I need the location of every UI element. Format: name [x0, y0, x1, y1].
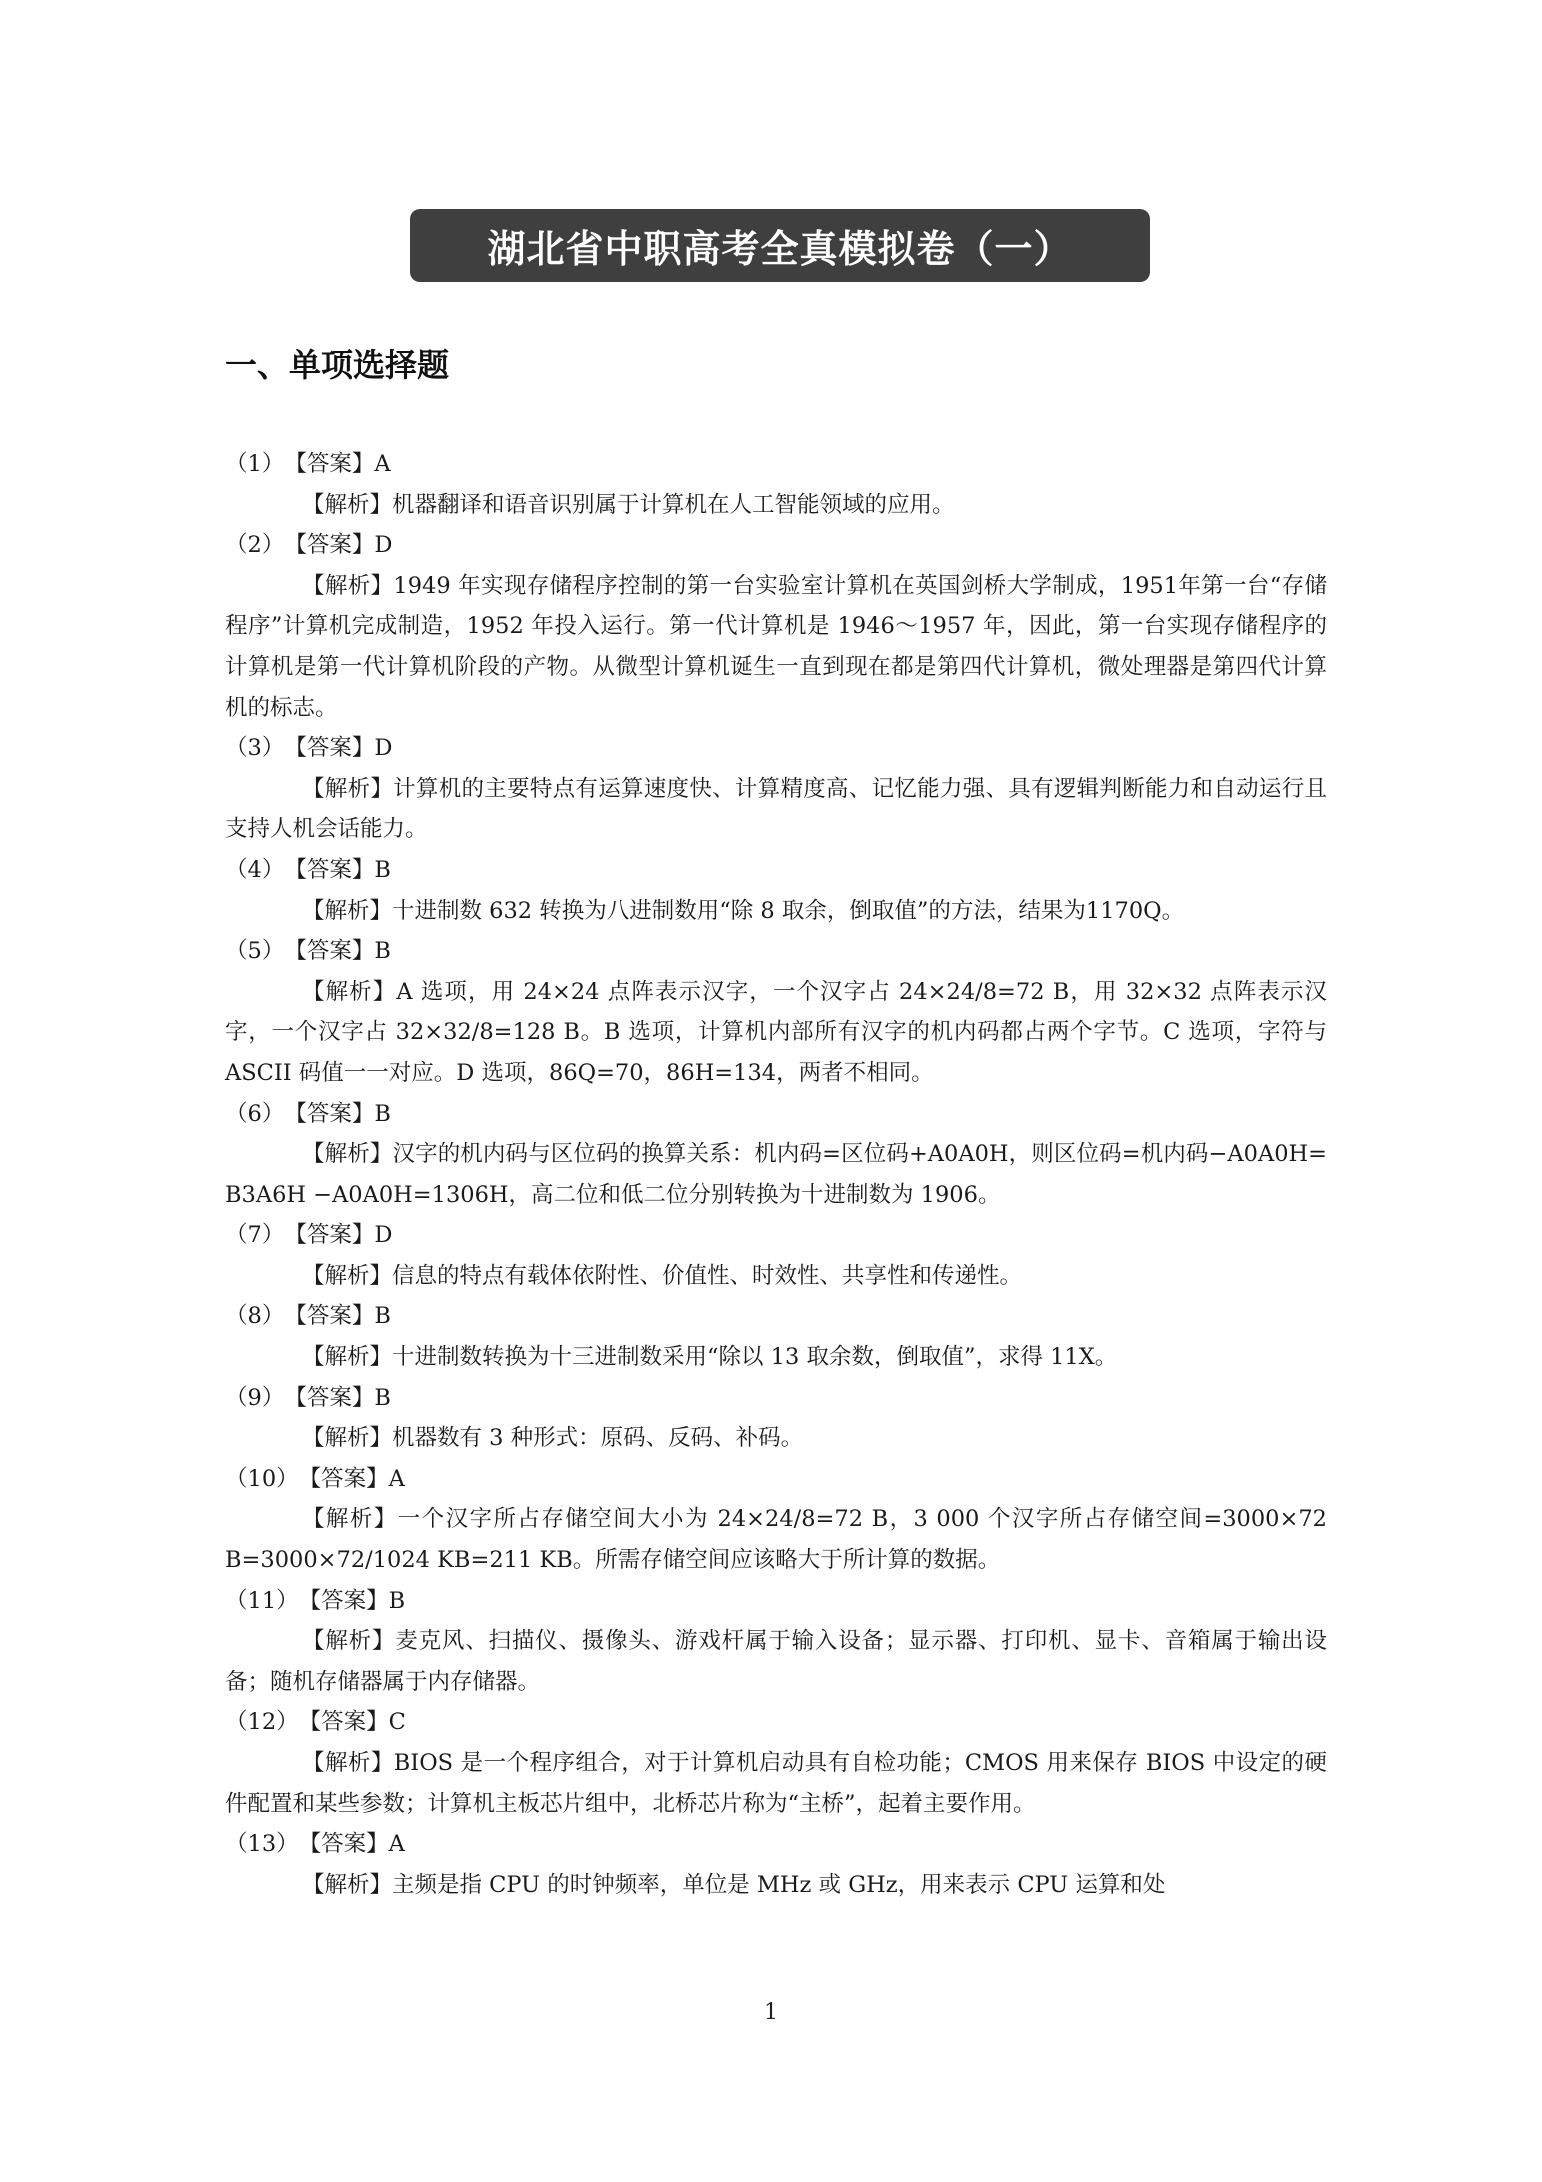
answer-value: D	[374, 1222, 393, 1249]
explanation-label: 【解析】	[302, 491, 393, 518]
answer-line	[225, 1459, 1327, 1500]
answer-value: A	[374, 451, 391, 477]
explanation-label: 【解析】	[302, 1141, 393, 1168]
answer-label: 【答案】	[298, 1587, 389, 1614]
explanation-text: BIOS 是一个程序组合，对于计算机启动具有自检功能；CMOS 用来保存 BIOS 中设定的硬件配置和某些参数；计算机主板芯片组中，北桥芯片称为“主桥”，起着主要作用。	[225, 1750, 1327, 1817]
answer-line	[225, 1094, 1327, 1135]
question-number: （3）	[225, 735, 285, 762]
explanation-label: 【解析】	[302, 1750, 394, 1776]
explanation	[225, 1337, 1327, 1378]
answer-label: 【答案】	[284, 532, 375, 559]
answer-item	[225, 525, 1327, 728]
answer-item	[225, 1702, 1327, 1824]
answer-line	[225, 1581, 1327, 1622]
explanation-text: 十进制数 632 转换为八进制数用“除 8 取余，倒取值”的方法，结果为1170Q。	[392, 897, 1185, 924]
page-number: 1	[764, 2000, 778, 2025]
explanation-text: A 选项，用 24×24 点阵表示汉字，一个汉字占 24×24/8=72 B，用 32×32 点阵表示汉字，一个汉字占 32×32/8=128 B。B 选项，计算机内部所有汉字的机内码都占两个字节。C 选项，字符与 ASCII 码值一一对应。D 选项，86Q=70，86H=134，两者不相同。	[225, 978, 1327, 1086]
answer-item	[225, 444, 1327, 525]
answer-item	[225, 850, 1327, 931]
answer-label: 【答案】	[284, 1384, 375, 1411]
answer-item	[225, 1094, 1327, 1216]
answer-value: D	[374, 735, 393, 762]
explanation	[225, 485, 1327, 526]
explanation-label: 【解析】	[302, 1506, 398, 1533]
explanation-label: 【解析】	[302, 897, 393, 924]
answer-line	[225, 1296, 1327, 1337]
answer-value: B	[374, 1384, 391, 1411]
answer-label: 【答案】	[298, 1709, 389, 1736]
explanation-label: 【解析】	[302, 1262, 393, 1289]
explanation-text: 机器数有 3 种形式：原码、反码、补码。	[392, 1425, 804, 1452]
explanation	[225, 891, 1327, 932]
question-number: （12）	[225, 1709, 299, 1736]
answer-label: 【答案】	[284, 1222, 375, 1249]
answer-label: 【答案】	[298, 1465, 389, 1492]
explanation-label: 【解析】	[302, 775, 394, 802]
answer-item	[225, 728, 1327, 850]
answer-value: B	[374, 1100, 391, 1127]
explanation-text: 1949 年实现存储程序控制的第一台实验室计算机在英国剑桥大学制成，1951年第一台“存储程序”计算机完成制造，1952 年投入运行。第一代计算机是 1946～1957 年，因此，第一台实现存储程序的计算机是第一代计算机阶段的产物。从微型计算机诞生一直到现在都是第四代计算机，微处理器是第四代计算机的标志。	[225, 572, 1327, 721]
answer-line	[225, 931, 1327, 972]
answer-item	[225, 1824, 1327, 1905]
document-title: 湖北省中职高考全真模拟卷（一）	[487, 226, 1073, 271]
question-number: （7）	[225, 1222, 285, 1249]
explanation	[225, 566, 1327, 728]
answer-line	[225, 525, 1327, 566]
explanation-text: 主频是指 CPU 的时钟频率，单位是 MHz 或 GHz，用来表示 CPU 运算和处	[392, 1871, 1166, 1898]
explanation-label: 【解析】	[302, 978, 397, 1005]
question-number: （6）	[225, 1100, 285, 1127]
answer-value: B	[374, 856, 391, 883]
answer-item	[225, 1215, 1327, 1296]
answer-label: 【答案】	[284, 856, 375, 883]
answer-item	[225, 1378, 1327, 1459]
answer-item	[225, 1296, 1327, 1377]
explanation-text: 一个汉字所占存储空间大小为 24×24/8=72 B，3 000 个汉字所占存储空间=3000×72 B=3000×72/1024 KB=211 KB。所需存储空间应该略大于所计算的数据。	[225, 1506, 1327, 1574]
explanation	[225, 1134, 1327, 1215]
explanation-label: 【解析】	[302, 1628, 396, 1655]
explanation	[225, 1621, 1327, 1702]
explanation-text: 机器翻译和语音识别属于计算机在人工智能领域的应用。	[392, 491, 955, 518]
question-number: （11）	[225, 1587, 299, 1614]
answer-value: A	[388, 1465, 405, 1492]
answer-value: B	[388, 1587, 406, 1614]
answer-item	[225, 1459, 1327, 1581]
answer-value: A	[388, 1831, 405, 1858]
question-number: （10）	[225, 1465, 299, 1492]
explanation	[225, 1743, 1327, 1824]
explanation-label: 【解析】	[302, 1871, 393, 1898]
answer-item	[225, 1581, 1327, 1703]
explanation	[225, 1418, 1327, 1459]
explanation	[225, 972, 1327, 1094]
answer-line	[225, 1824, 1327, 1865]
explanation	[225, 769, 1327, 850]
answer-line	[225, 1378, 1327, 1419]
answer-label: 【答案】	[284, 938, 375, 965]
answer-line	[225, 1215, 1327, 1256]
answer-label: 【答案】	[284, 1303, 375, 1330]
answer-item	[225, 931, 1327, 1093]
question-number: （2）	[225, 532, 285, 559]
explanation-label: 【解析】	[302, 572, 394, 599]
answer-value: D	[374, 532, 393, 559]
explanation	[225, 1499, 1327, 1580]
explanation-label: 【解析】	[302, 1425, 393, 1452]
answer-line	[225, 444, 1327, 485]
question-number: （8）	[225, 1303, 285, 1330]
answer-line	[225, 850, 1327, 891]
explanation	[225, 1865, 1327, 1906]
answer-label: 【答案】	[284, 735, 375, 762]
answer-value: B	[374, 1303, 391, 1330]
section-heading: 一、单项选择题	[225, 346, 450, 384]
explanation-text: 计算机的主要特点有运算速度快、计算精度高、记忆能力强、具有逻辑判断能力和自动运行且支持人机会话能力。	[225, 775, 1327, 843]
explanation-text: 十进制数转换为十三进制数采用“除以 13 取余数，倒取值”，求得 11X。	[392, 1344, 1118, 1371]
explanation-text: 信息的特点有载体依附性、价值性、时效性、共享性和传递性。	[392, 1262, 1023, 1289]
answer-value: B	[374, 938, 391, 965]
explanation-text: 麦克风、扫描仪、摄像头、游戏杆属于输入设备；显示器、打印机、显卡、音箱属于输出设备；随机存储器属于内存储器。	[225, 1628, 1327, 1695]
answer-line	[225, 1702, 1327, 1743]
explanation-label: 【解析】	[302, 1344, 393, 1371]
answer-value: C	[388, 1709, 406, 1736]
answer-line	[225, 728, 1327, 769]
answer-list	[225, 444, 1327, 1905]
question-number: （13）	[225, 1831, 299, 1858]
question-number: （4）	[225, 856, 285, 883]
question-number: （9）	[225, 1384, 285, 1411]
answer-label: 【答案】	[284, 1100, 375, 1127]
answer-label: 【答案】	[284, 451, 375, 477]
question-number: （1）	[225, 451, 285, 477]
question-number: （5）	[225, 938, 285, 965]
explanation	[225, 1256, 1327, 1297]
title-banner	[410, 209, 1150, 282]
answer-label: 【答案】	[298, 1831, 389, 1858]
explanation-text: 汉字的机内码与区位码的换算关系：机内码=区位码+A0A0H，则区位码=机内码−A0A0H= B3A6H −A0A0H=1306H，高二位和低二位分别转换为十进制数为 1906。	[225, 1141, 1327, 1208]
